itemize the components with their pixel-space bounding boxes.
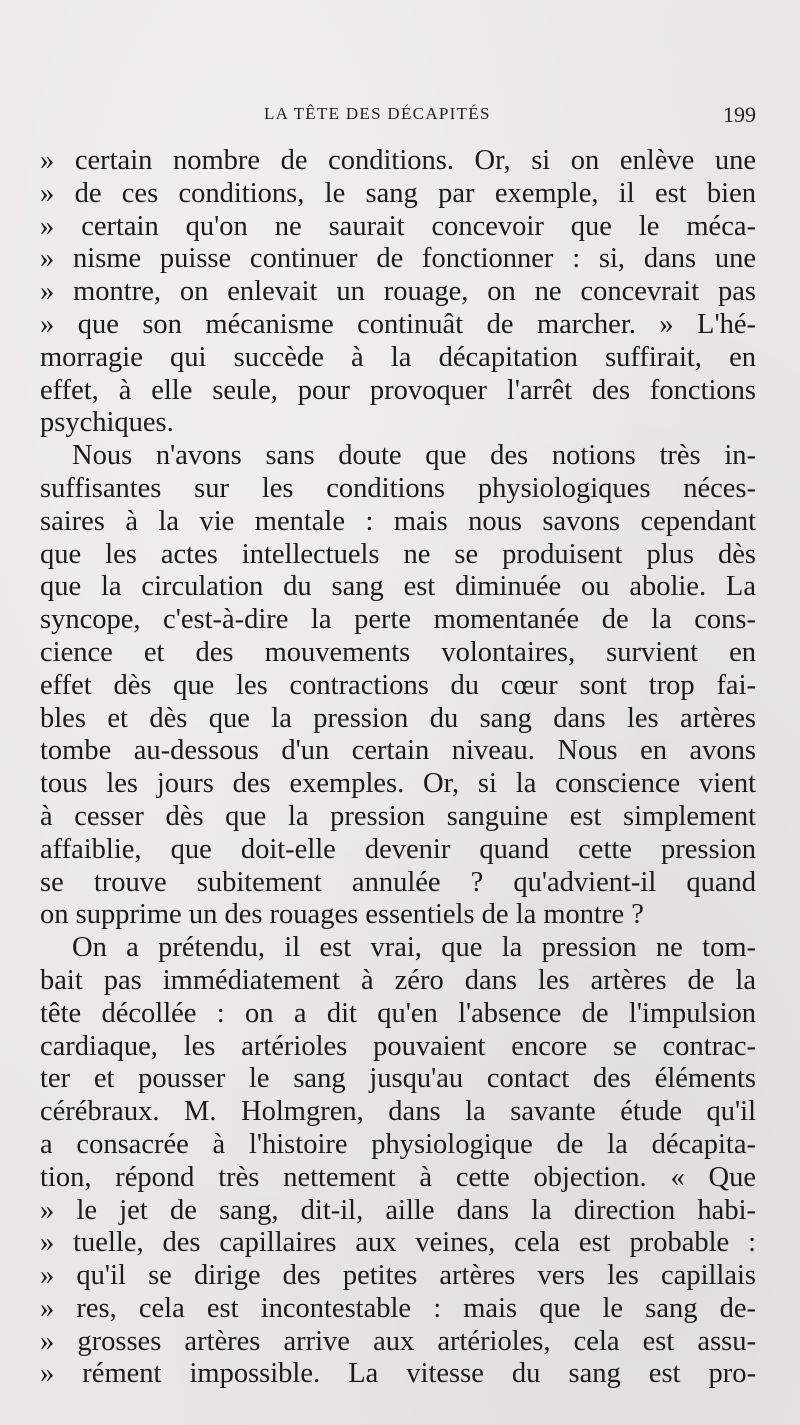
text-line: » le jet de sang, dit-il, aille dans la direction habi- (40, 1194, 756, 1226)
text-line: effet, à elle seule, pour provoquer l'arrêt des fonctions (40, 374, 756, 406)
text-line: que les actes intellectuels ne se produisent plus dès (40, 538, 756, 570)
text-line: » res, cela est incontestable : mais que le sang de- (40, 1292, 756, 1324)
text-line: » certain qu'on ne saurait concevoir que le méca- (40, 210, 756, 242)
text-line: bait pas immédiatement à zéro dans les artères de la (40, 964, 756, 996)
text-line: cience et des mouvements volontaires, survient en (40, 636, 756, 668)
text-line: a consacrée à l'histoire physiologique de la décapita- (40, 1128, 756, 1160)
text-line: suffisantes sur les conditions physiologiques néces- (40, 472, 756, 504)
text-line: que la circulation du sang est diminuée ou abolie. La (40, 571, 756, 603)
text-line: on supprime un des rouages essentiels de la montre ? (40, 899, 644, 931)
text-line: à cesser dès que la pression sanguine est simplement (40, 800, 756, 832)
text-line: » de ces conditions, le sang par exemple, il est bien (40, 177, 756, 209)
text-line: » certain nombre de conditions. Or, si on enlève une (40, 145, 756, 176)
text-line: » que son mécanisme continuât de marcher. » L'hé- (40, 308, 756, 340)
text-line: » tuelle, des capillaires aux veines, cela est probable : (40, 1227, 756, 1259)
text-line: syncope, c'est-à-dire la perte momentanée de la cons- (40, 604, 756, 636)
text-line: cérébraux. M. Holmgren, dans la savante étude qu'il (40, 1096, 756, 1128)
text-line: tous les jours des exemples. Or, si la conscience vient (40, 768, 756, 800)
text-line: » grosses artères arrive aux artérioles, cela est assu- (40, 1325, 756, 1357)
text-line: » nisme puisse continuer de fonctionner : si, dans une (40, 243, 756, 275)
text-line: cardiaque, les artérioles pouvaient encore se contrac- (40, 1030, 756, 1062)
text-line: tion, répond très nettement à cette objection. « Que (40, 1161, 756, 1193)
text-line: tête décollée : on a dit qu'en l'absence de l'impulsion (40, 997, 756, 1029)
text-line: » qu'il se dirige des petites artères vers les capillais (40, 1260, 756, 1292)
text-line: se trouve subitement annulée ? qu'advient-il quand (40, 866, 756, 898)
text-line: » montre, on enlevait un rouage, on ne concevrait pas (40, 276, 756, 308)
text-line: On a prétendu, il est vrai, que la pression ne tom- (72, 932, 756, 964)
running-title: LA TÊTE DES DÉCAPITÉS (264, 104, 491, 123)
body-text (40, 145, 756, 1391)
text-line: affaiblie, que doit-elle devenir quand cette pression (40, 833, 756, 865)
text-line: morragie qui succède à la décapitation suffirait, en (40, 341, 756, 373)
text-line: bles et dès que la pression du sang dans les artères (40, 702, 756, 734)
text-line: effet dès que les contractions du cœur sont trop fai- (40, 669, 756, 701)
text-line: tombe au-dessous d'un certain niveau. Nous en avons (40, 735, 756, 767)
text-line: psychiques. (40, 407, 174, 439)
text-line: ter et pousser le sang jusqu'au contact des éléments (40, 1063, 756, 1095)
text-line: » rément impossible. La vitesse du sang est pro- (40, 1358, 756, 1390)
text-line: saires à la vie mentale : mais nous savons cependant (40, 505, 756, 537)
text-line: Nous n'avons sans doute que des notions très in- (72, 440, 756, 472)
page-number: 199 (723, 102, 756, 127)
